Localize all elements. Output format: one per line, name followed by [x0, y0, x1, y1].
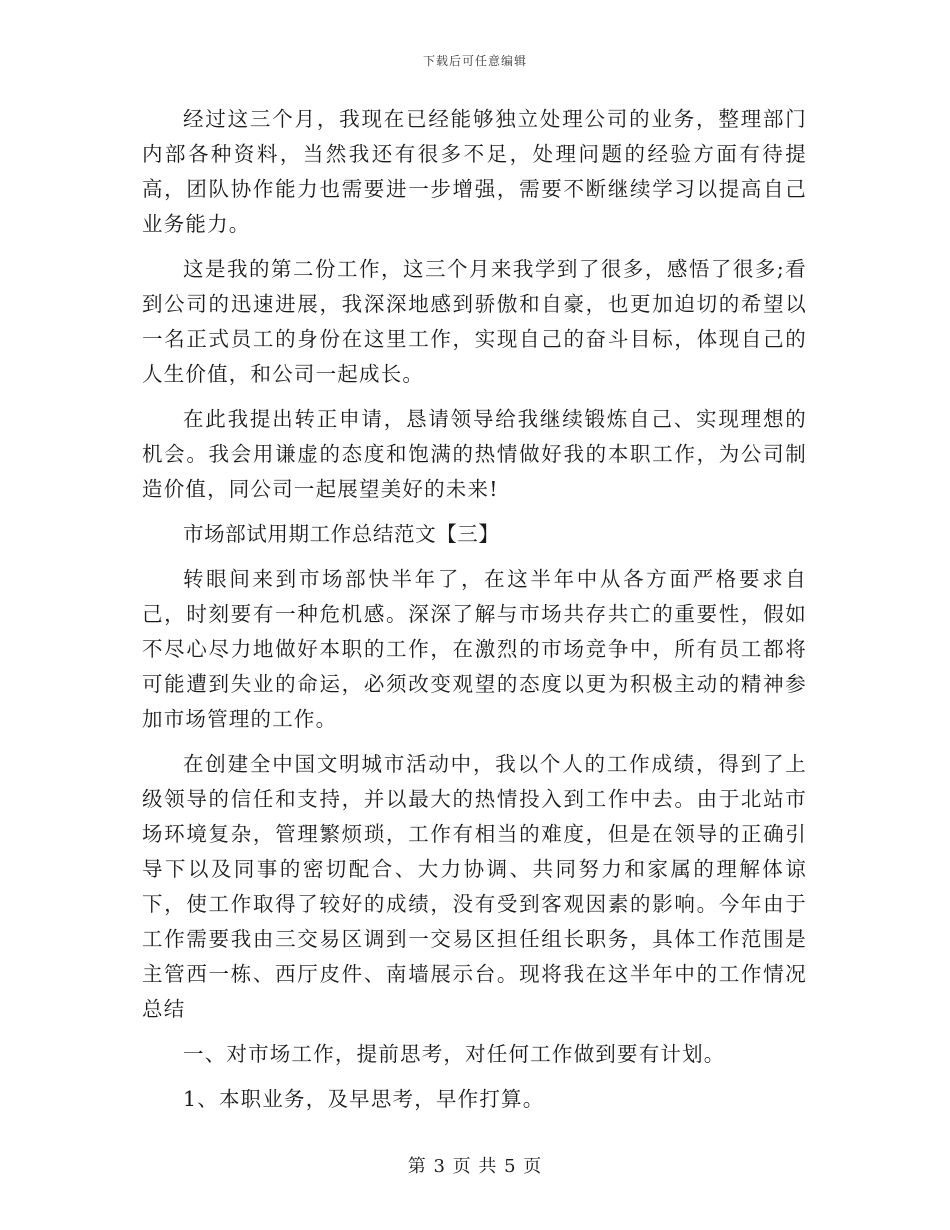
paragraph-2: 这是我的第二份工作，这三个月来我学到了很多，感悟了很多;看到公司的迅速进展，我深深地感到骄傲和自豪，也更加迫切的希望以一名正式员工的身份在这里工作，实现自己的奋斗目标，体现自己的人生价值，和公司一起成长。	[142, 257, 807, 386]
paragraph-4: 转眼间来到市场部快半年了，在这半年中从各方面严格要求自己，时刻要有一种危机感。深深了解与市场共存共亡的重要性，假如不尽心尽力地做好本职的工作，在激烈的市场竞争中，所有员工都将可能遭到失业的命运，必须改变观望的态度以更为积极主动的精神参加市场管理的工作。	[142, 567, 807, 731]
page-number: 第 3 页 共 5 页	[407, 1156, 543, 1177]
list-heading: 一、对市场工作，提前思考，对任何工作做到要有计划。	[183, 1042, 726, 1066]
paragraph-1: 经过这三个月，我现在已经能够独立处理公司的业务，整理部门内部各种资料，当然我还有很多不足，处理问题的经验方面有待提高，团队协作能力也需要进一步增强，需要不断继续学习以提高自己业务能力。	[142, 107, 807, 236]
header-note: 下载后可任意编辑	[422, 54, 527, 68]
paragraph-3: 在此我提出转正申请，恳请领导给我继续锻炼自己、实现理想的机会。我会用谦虚的态度和饱满的热情做好我的本职工作，为公司制造价值，同公司一起展望美好的未来!	[142, 407, 807, 501]
list-item-1: 1、本职业务，及早思考，早作打算。	[183, 1087, 545, 1111]
document-body	[142, 102, 807, 1127]
section-heading: 市场部试用期工作总结范文【三】	[183, 522, 500, 546]
paragraph-5: 在创建全中国文明城市活动中，我以个人的工作成绩，得到了上级领导的信任和支持，并以最大的热情投入到工作中去。由于北站市场环境复杂，管理繁烦琐，工作有相当的难度，但是在领导的正确引导下以及同事的密切配合、大力协调、共同努力和家属的理解体谅下，使工作取得了较好的成绩，没有受到客观因素的影响。今年由于工作需要我由三交易区调到一交易区担任组长职务，具体工作范围是主管西一栋、西厅皮件、南墙展示台。现将我在这半年中的工作情况总结	[142, 752, 807, 1021]
